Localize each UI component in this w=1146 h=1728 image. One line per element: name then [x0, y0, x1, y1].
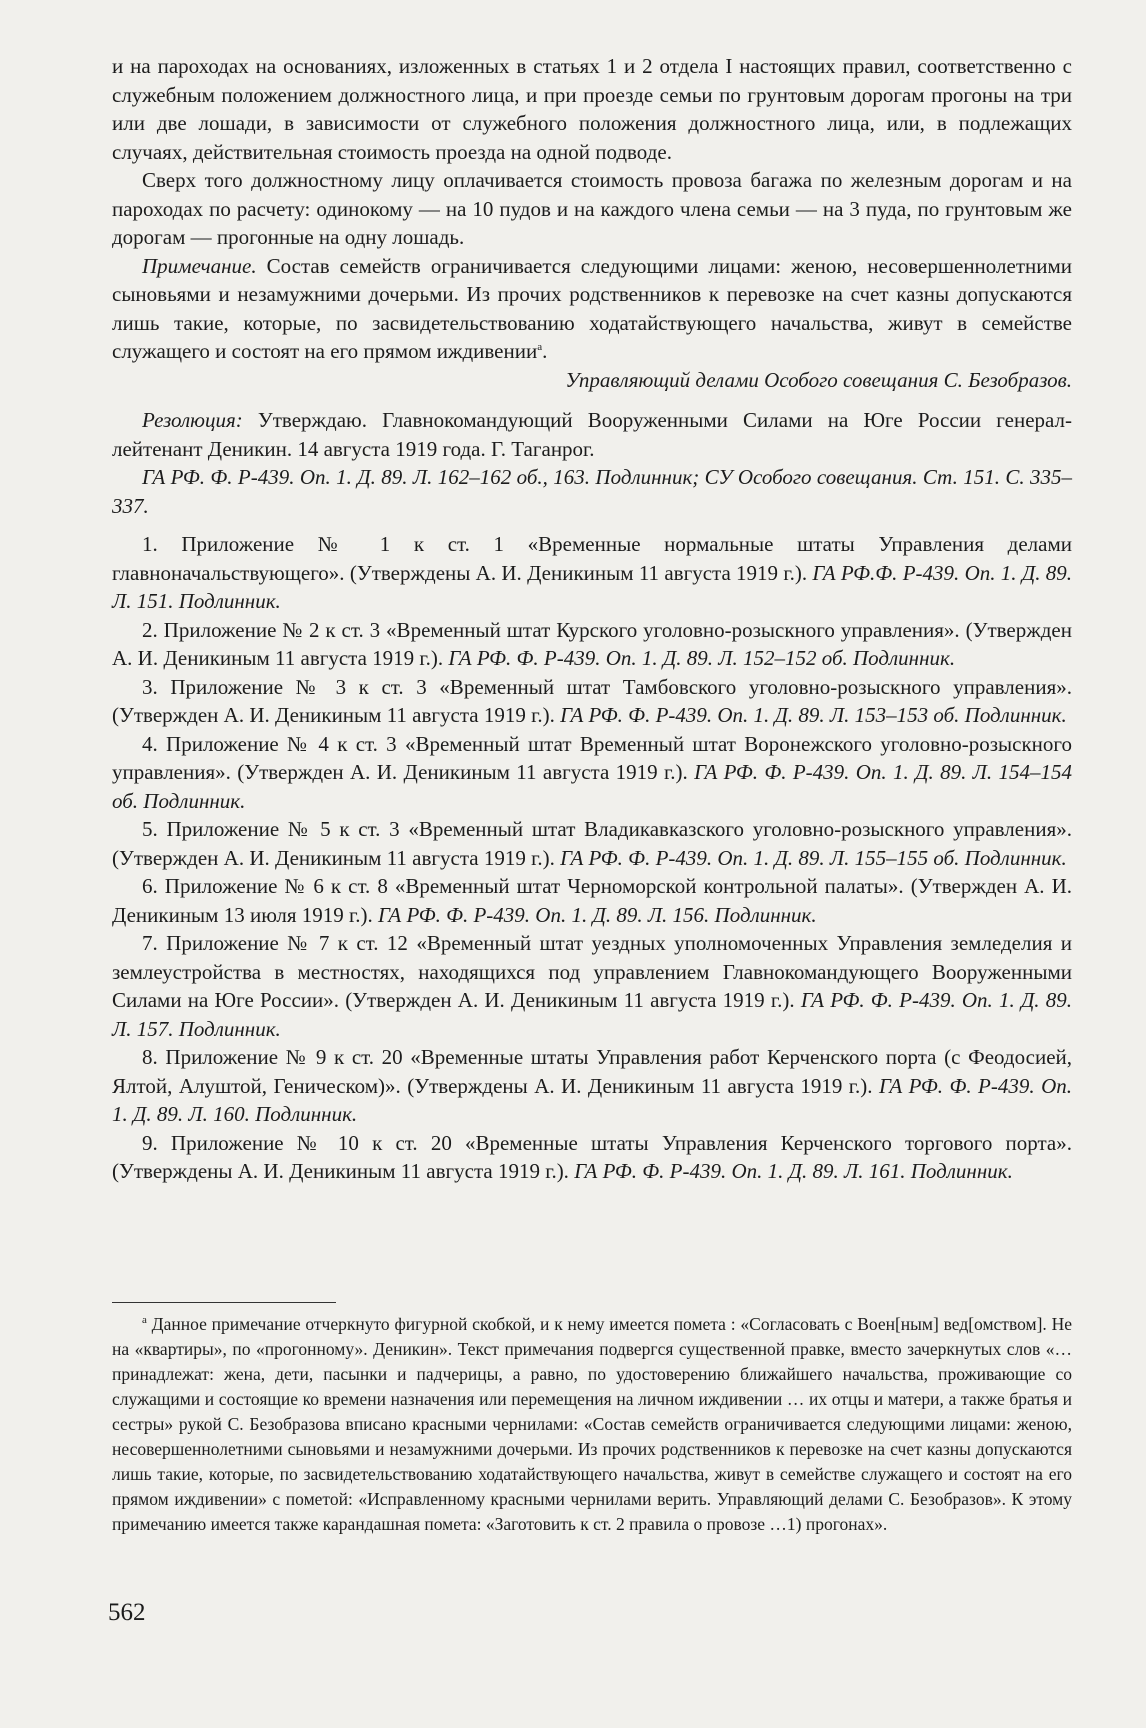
note-end: .: [542, 339, 548, 363]
list-item: [112, 730, 1072, 816]
page-number: 562: [108, 1599, 146, 1626]
appendix-ref: ГА РФ. Ф. Р-439. Оп. 1. Д. 89. Л. 160. Подлинник.: [112, 1073, 1072, 1126]
resolution-text: Утверждаю. Главнокомандующий Вооруженными Силами на Юге России генерал-лейтенант Деникин. 14 августа 1919 года. Г. Таганрог.: [112, 408, 1072, 461]
appendix-text: 1. Приложение № 1 к ст. 1 «Временные нормальные штаты Управления делами главноначальствующего». (Утверждены А. И. Деникиным 11 августа 1919 г.).: [112, 532, 1072, 585]
paragraph-2: Сверх того должностному лицу оплачивается стоимость провоза багажа по железным дорогам и на пароходах по расчету: одинокому — на 10 пудов и на каждого члена семьи — на 3 пуда, по грунтовым же дорогам — прогонные на одну лошадь.: [112, 168, 1072, 249]
note-text: Состав семейств ограничивается следующими лицами: женою, несовершеннолетними сыновьями и незамужними дочерьми. Из прочих родственников к перевозке на счет казны допускаются лишь такие, которые, по засвидетельствованию ходатайствующего начальства, живут в семействе служащего и состоят на его прямом иждивении: [112, 253, 1072, 363]
paragraph-1: и на пароходах на основаниях, изложенных в статьях 1 и 2 отдела I настоящих правил, соответственно с служебным положением должностного лица, и при проезде семьи по грунтовым дорогам прогоны на три или две лошади, в зависимости от служебного положения должностного лица, или, в подлежащих случаях, действительная стоимость проезда на одной подводе.: [112, 54, 1072, 164]
appendix-text: 8. Приложение № 9 к ст. 20 «Временные штаты Управления работ Керченского порта (с Феодосией, Ялтой, Алуштой, Геническом)». (Утверждены А. И. Деникиным 11 августа 1919 г.).: [112, 1045, 1072, 1098]
appendix-ref: ГА РФ. Ф. Р-439. Оп. 1. Д. 89. Л. 155–155 об. Подлинник.: [560, 845, 1067, 870]
appendix-list: [112, 530, 1072, 1186]
footnote-divider: [112, 1302, 336, 1303]
list-item: [112, 815, 1072, 872]
appendix-ref: ГА РФ. Ф. Р-439. Оп. 1. Д. 89. Л. 157. Подлинник.: [112, 988, 1072, 1041]
footnote: [112, 1312, 1072, 1537]
appendix-text: 5. Приложение № 5 к ст. 3 «Временный штат Владикавказского уголовно-розыскного управления». (Утвержден А. И. Деникиным 11 августа 1919 г.).: [112, 817, 1072, 870]
list-item: [112, 673, 1072, 730]
appendix-text: 9. Приложение № 10 к ст. 20 «Временные штаты Управления Керченского торгового порта». (Утверждены А. И. Деникиным 11 августа 1919 г.).: [112, 1130, 1072, 1183]
main-text: [112, 52, 1072, 1186]
appendix-ref: ГА РФ. Ф. Р-439. Оп. 1. Д. 89. Л. 152–152 об. Подлинник.: [448, 646, 956, 670]
appendix-text: 7. Приложение № 7 к ст. 12 «Временный штат уездных уполномоченных Управления земледелия и землеустройства в местностях, находящихся под управлением Главнокомандующего Вооруженными Силами на Юге России». (Утвержден А. И. Деникиным 11 августа 1919 г.).: [112, 931, 1072, 1012]
appendix-ref: ГА РФ. Ф. Р-439. Оп. 1. Д. 89. Л. 153–153 об. Подлинник.: [560, 703, 1067, 727]
footnote-body: Данное примечание отчеркнуто фигурной скобкой, и к нему имеется помета : «Согласовать с Воен[ным] вед[омством]. Не на «квартиры», по «прогонному». Деникин». Текст примечания подвергся существенной правке, вместо зачеркнутых слов «…принадлежат: жена, дети, пасынки и падчерицы, а равно, по удостоверению ближайшего начальства, проживающие со служащими и состоящие ко времени назначения или перемещения на личном иждивении … их отцы и матери, а также братья и сестры» рукой С. Безобразова вписано красными чернилами: «Состав семейств ограничивается следующими лицами: женою, несовершеннолетними сыновьями и незамужними дочерьми. Из прочих родственников к перевозке на счет казны допускаются лишь такие, которые, по засвидетельствованию ходатайствующего начальства, живут в семействе служащего и состоят на его прямом иждивении» с пометой: «Исправленному красными чернилами верить. Управляющий делами С. Безобразов». К этому примечанию имеется также карандашная помета: «Заготовить к ст. 2 правила о провозе …1) прогонах».: [112, 1314, 1072, 1534]
appendix-ref: ГА РФ. Ф. Р-439. Оп. 1. Д. 89. Л. 156. Подлинник.: [378, 902, 817, 927]
appendix-text: 6. Приложение № 6 к ст. 8 «Временный штат Черноморской контрольной палаты». (Утвержден А. И. Деникиным 13 июля 1919 г.).: [112, 874, 1072, 927]
list-item: [112, 1043, 1072, 1129]
appendix-ref: ГА РФ. Ф. Р-439. Оп. 1. Д. 89. Л. 161. Подлинник.: [574, 1159, 1013, 1183]
list-item: [112, 530, 1072, 616]
appendix-text: 3. Приложение № 3 к ст. 3 «Временный штат Тамбовского уголовно-розыскного управления». (Утвержден А. И. Деникиным 11 августа 1919 г.).: [112, 674, 1072, 727]
footnote-text: [112, 1312, 1072, 1537]
appendix-ref: ГА РФ. Ф. Р-439. Оп. 1. Д. 89. Л. 154–154 об. Подлинник.: [112, 760, 1072, 813]
footnote-ref: а: [537, 341, 543, 353]
resolution: [112, 406, 1072, 463]
appendix-ref: ГА РФ.Ф. Р-439. Оп. 1. Д. 89. Л. 151. Подлинник.: [112, 560, 1072, 613]
footnote-marker: а: [142, 1314, 147, 1327]
list-item: [112, 929, 1072, 1043]
list-item: [112, 616, 1072, 673]
list-item: [112, 872, 1072, 929]
note-paragraph: [112, 252, 1072, 366]
resolution-label: Резолюция:: [142, 408, 243, 432]
signature: Управляющий делами Особого совещания С. Безобразов.: [565, 367, 1072, 392]
note-label: Примечание.: [142, 253, 257, 278]
appendix-text: 2. Приложение № 2 к ст. 3 «Временный штат Курского уголовно-розыскного управления». (Утвержден А. И. Деникиным 11 августа 1919 г.).: [112, 617, 1072, 670]
source-reference: ГА РФ. Ф. Р-439. Оп. 1. Д. 89. Л. 162–162 об., 163. Подлинник; СУ Особого совещания. Ст. 151. С. 335–337.: [112, 465, 1072, 518]
appendix-text: 4. Приложение № 4 к ст. 3 «Временный штат Временный штат Воронежского уголовно-розыскного управления». (Утвержден А. И. Деникиным 11 августа 1919 г.).: [112, 731, 1072, 784]
list-item: [112, 1129, 1072, 1186]
